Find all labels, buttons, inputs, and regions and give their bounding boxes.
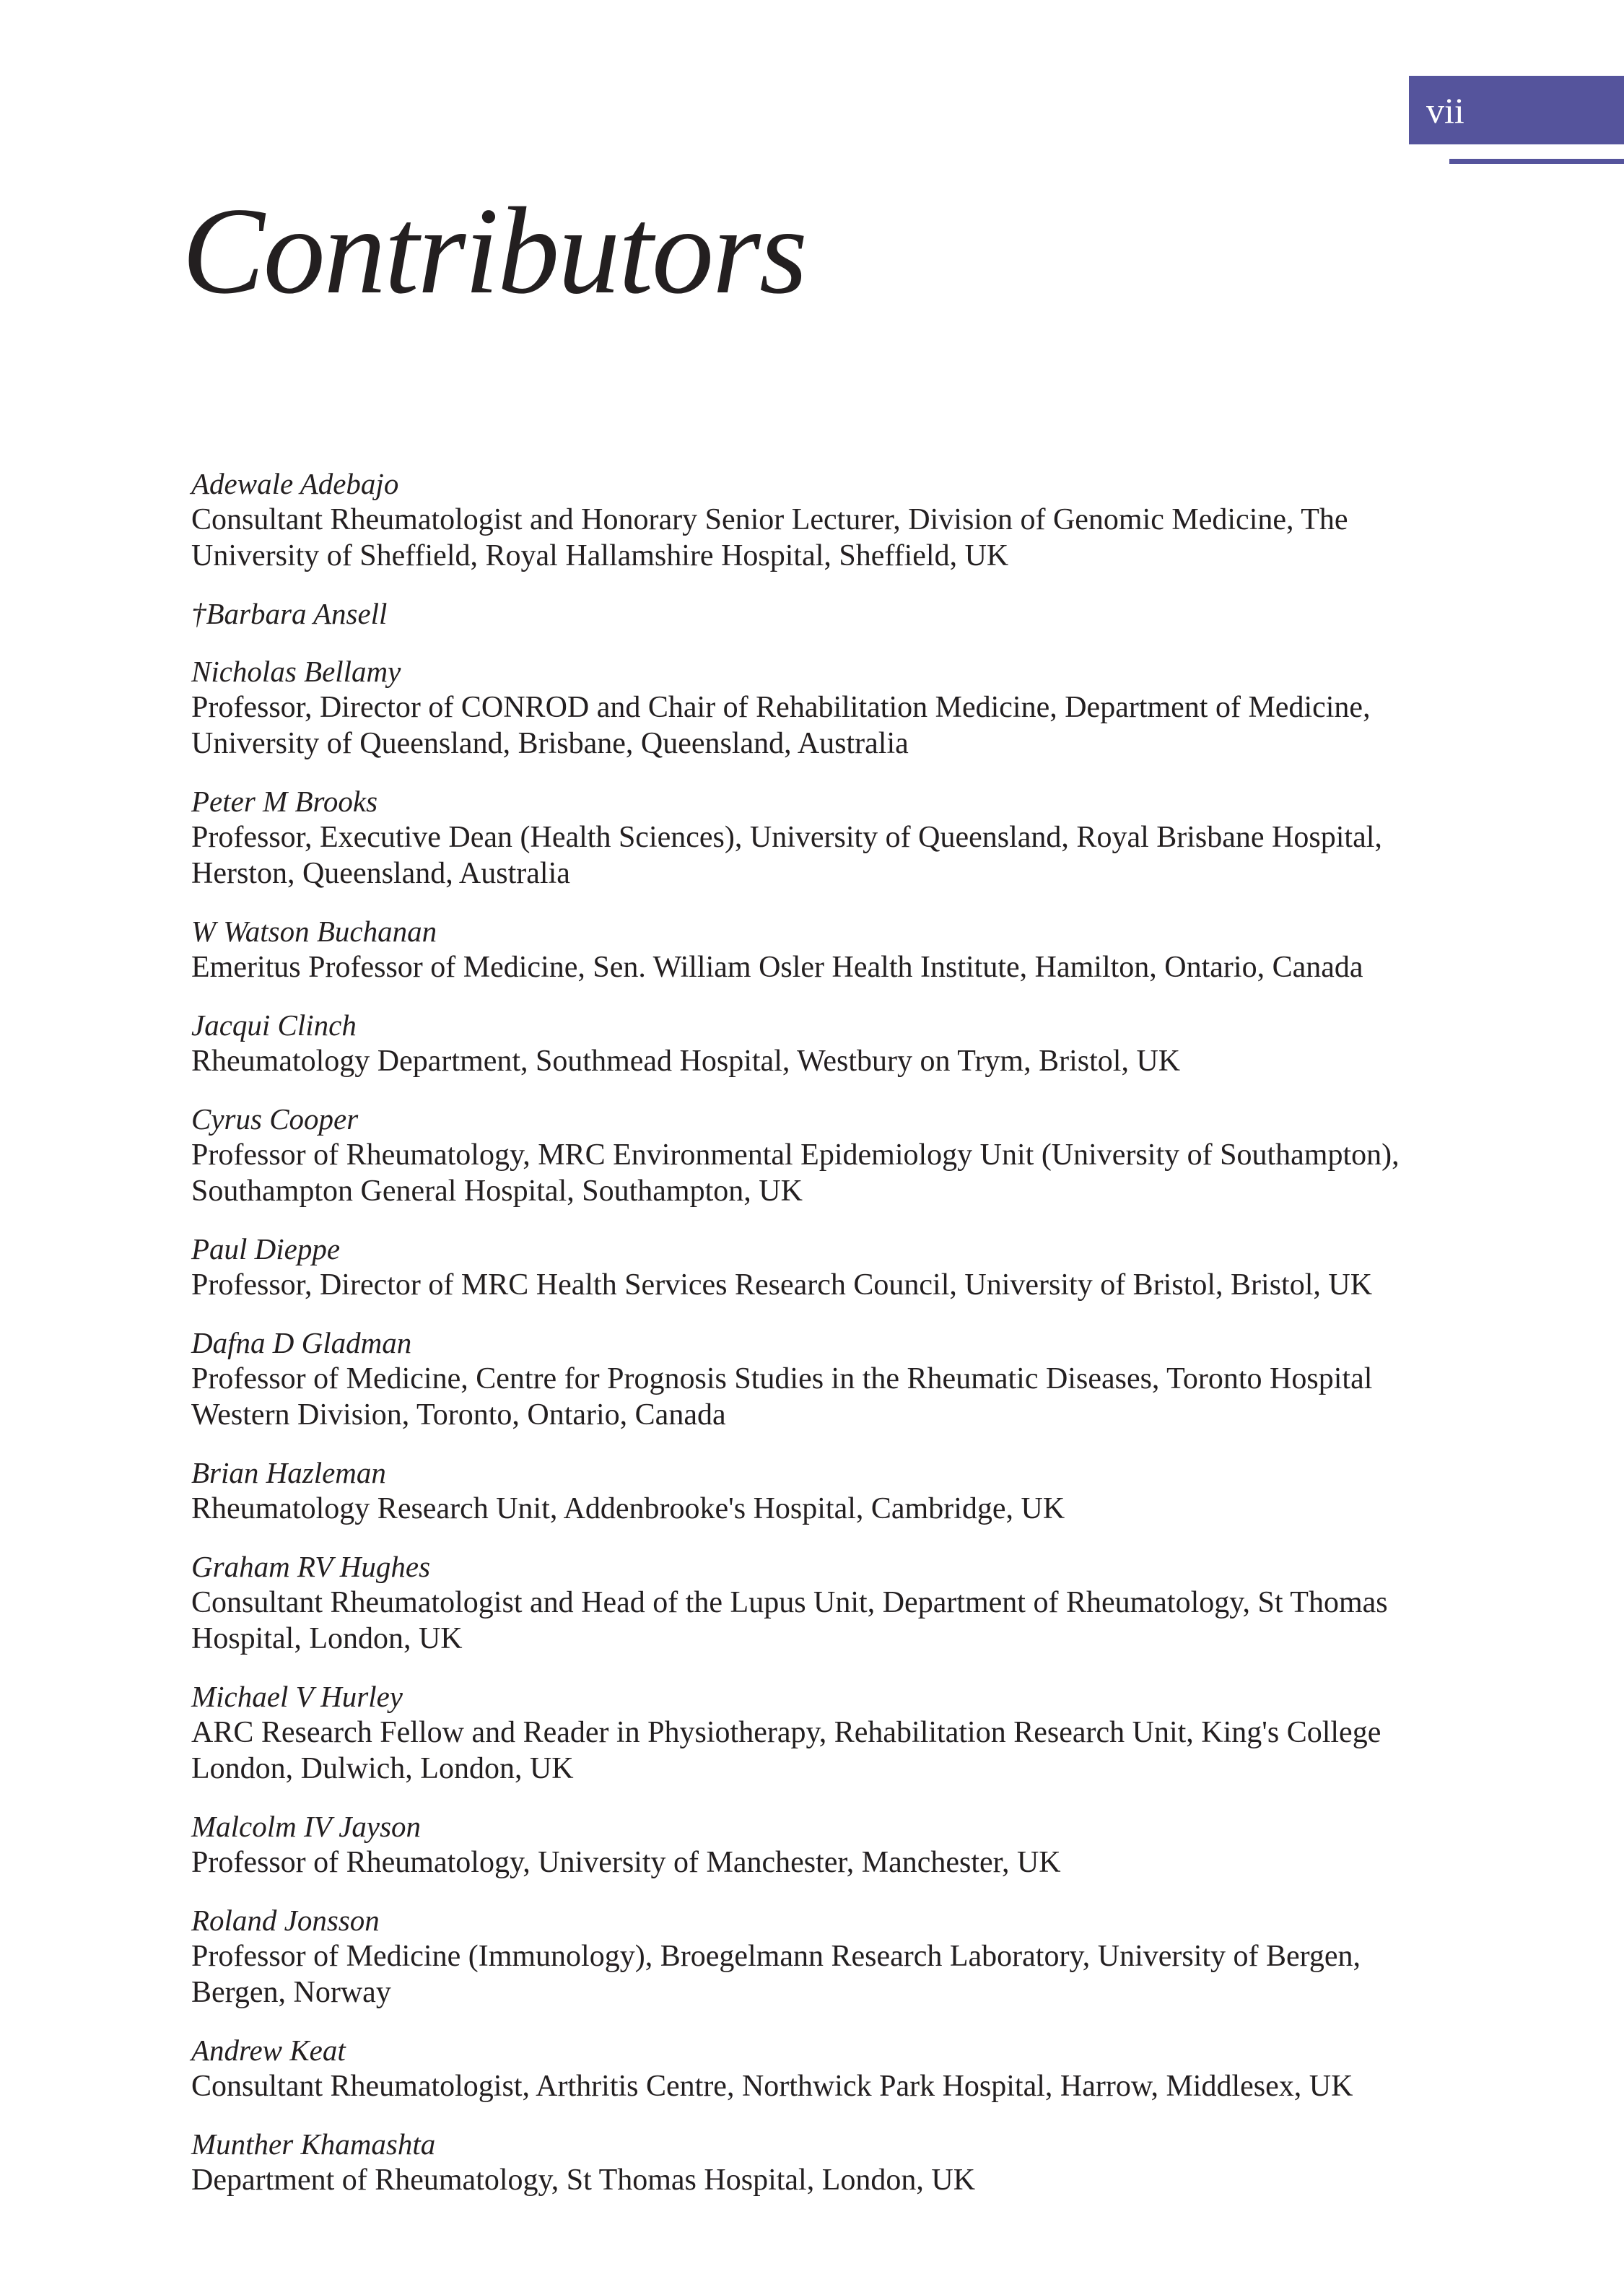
- contributor-entry: [191, 2126, 1462, 2198]
- contributor-name: Graham RV Hughes: [191, 1550, 431, 1583]
- contributor-entry: [191, 653, 1462, 762]
- contributor-affiliation: Department of Rheumatology, St Thomas Hospital, London, UK: [191, 2164, 976, 2197]
- page-title: Contributors: [182, 183, 806, 320]
- contributor-name: †Barbara Ansell: [191, 597, 388, 630]
- contributor-affiliation: Professor of Rheumatology, University of Manchester, Manchester, UK: [191, 1846, 1061, 1879]
- contributor-affiliation: Emeritus Professor of Medicine, Sen. William Osler Health Institute, Hamilton, Ontario, Canada: [191, 951, 1363, 984]
- contributor-affiliation: Professor of Medicine (Immunology), Broegelmann Research Laboratory, University of Bergen, Bergen, Norway: [191, 1940, 1361, 2009]
- contributor-affiliation: Rheumatology Research Unit, Addenbrooke's Hospital, Cambridge, UK: [191, 1492, 1065, 1525]
- contributor-affiliation: Consultant Rheumatologist and Head of the Lupus Unit, Department of Rheumatology, St Thomas Hospital, London, UK: [191, 1586, 1388, 1655]
- page-number: vii: [1426, 90, 1464, 131]
- contributor-entry: [191, 1808, 1462, 1881]
- contributor-name: Dafna D Gladman: [191, 1326, 412, 1359]
- contributor-entry: [191, 1455, 1462, 1527]
- contributor-affiliation: Professor, Executive Dean (Health Sciences), University of Queensland, Royal Brisbane Hospital, Herston, Queensland, Australia: [191, 821, 1382, 890]
- contributor-affiliation: Consultant Rheumatologist and Honorary Senior Lecturer, Division of Genomic Medicine, The University of Sheffield, Royal Hallamshire Hospital, Sheffield, UK: [191, 503, 1348, 572]
- contributor-affiliation: Professor of Medicine, Centre for Prognosis Studies in the Rheumatic Diseases, Toronto Hospital Western Division, Toronto, Ontario, Canada: [191, 1362, 1373, 1432]
- contributor-entry: [191, 1231, 1462, 1303]
- contributor-entry: [191, 1007, 1462, 1079]
- contributors-list: [191, 466, 1462, 2220]
- contributor-affiliation: ARC Research Fellow and Reader in Physiotherapy, Rehabilitation Research Unit, King's College London, Dulwich, London, UK: [191, 1716, 1381, 1785]
- contributor-entry: [191, 1325, 1462, 1433]
- contributor-affiliation: Consultant Rheumatologist, Arthritis Centre, Northwick Park Hospital, Harrow, Middlesex, UK: [191, 2070, 1353, 2103]
- contributor-name: Andrew Keat: [191, 2034, 346, 2067]
- contributor-name: Michael V Hurley: [191, 1680, 403, 1713]
- contributor-entry: [191, 466, 1462, 574]
- contributor-entry: [191, 783, 1462, 892]
- contributor-entry: [191, 1902, 1462, 2011]
- contributor-entry: [191, 1548, 1462, 1657]
- contributor-name: W Watson Buchanan: [191, 915, 437, 948]
- contributor-entry: [191, 2032, 1462, 2104]
- contributor-name: Nicholas Bellamy: [191, 655, 401, 688]
- contributor-name: Adewale Adebajo: [191, 467, 399, 500]
- contributor-name: Jacqui Clinch: [191, 1009, 357, 1042]
- contributor-name: Cyrus Cooper: [191, 1102, 359, 1136]
- contributor-name: Paul Dieppe: [191, 1232, 341, 1265]
- contributor-name: Munther Khamashta: [191, 2127, 436, 2161]
- contributor-entry: [191, 1678, 1462, 1787]
- contributor-entry: [191, 913, 1462, 985]
- contributor-affiliation: Rheumatology Department, Southmead Hospital, Westbury on Trym, Bristol, UK: [191, 1045, 1181, 1078]
- contributor-name: Malcolm IV Jayson: [191, 1810, 422, 1843]
- folio-rule: [1449, 159, 1624, 164]
- contributor-entry: [191, 596, 1462, 632]
- contributor-affiliation: Professor of Rheumatology, MRC Environmental Epidemiology Unit (University of Southampton), Southampton General Hospital, Southampton, UK: [191, 1138, 1400, 1208]
- folio-box: [1409, 76, 1624, 144]
- contributor-name: Roland Jonsson: [191, 1904, 380, 1937]
- contributor-affiliation: Professor, Director of MRC Health Services Research Council, University of Bristol, Bristol, UK: [191, 1268, 1373, 1302]
- contributor-affiliation: Professor, Director of CONROD and Chair of Rehabilitation Medicine, Department of Medicine, University of Queensland, Brisbane, Queensland, Australia: [191, 691, 1371, 760]
- contributor-name: Brian Hazleman: [191, 1456, 386, 1489]
- contributor-entry: [191, 1101, 1462, 1209]
- contributor-name: Peter M Brooks: [191, 785, 378, 818]
